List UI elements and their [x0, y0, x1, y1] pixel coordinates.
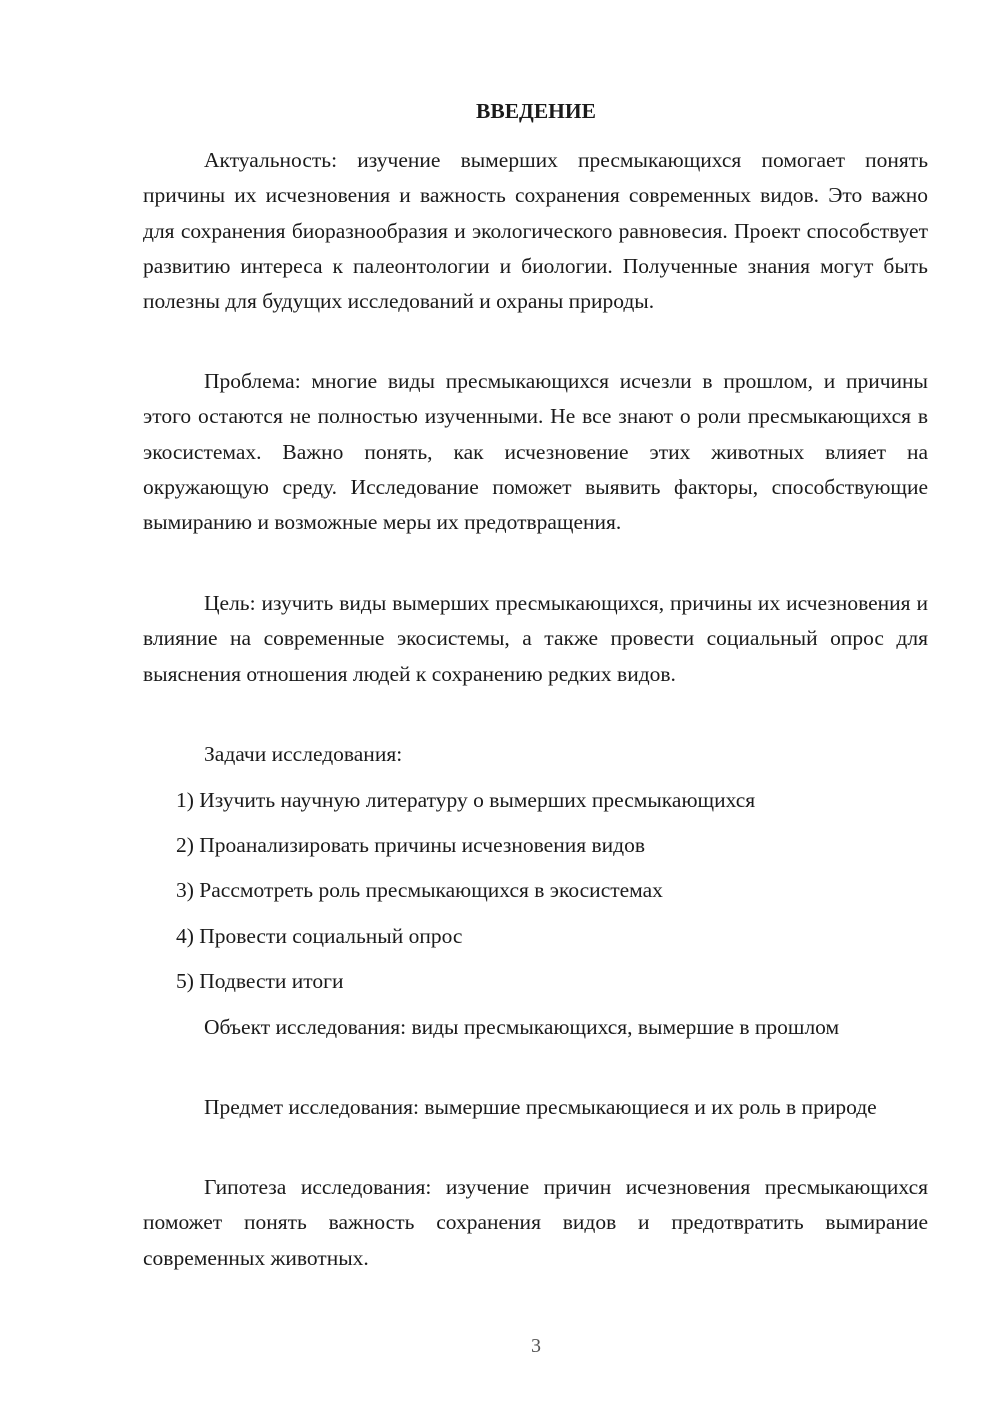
hypothesis-paragraph: Гипотеза исследования: изучение причин исчезновения пресмыкающихся поможет понять важность сохранения видов и предотвратить вымирание современных животных.	[143, 1175, 928, 1270]
subject-paragraph: Предмет исследования: вымершие пресмыкающиеся и их роль в природе	[204, 1095, 877, 1119]
object-paragraph: Объект исследования: виды пресмыкающихся, вымершие в прошлом	[204, 1015, 840, 1039]
relevance-paragraph: Актуальность: изучение вымерших пресмыкающихся помогает понять причины их исчезновения и важность сохранения современных видов. Это важно для сохранения биоразнообразия и экологического равновесия. Проект способствует развитию интереса к палеонтологии и биологии. Полученные знания могут быть полезны для будущих исследований и охраны природы.	[143, 148, 928, 314]
task-item-1: 1) Изучить научную литературу о вымерших пресмыкающихся	[176, 788, 756, 812]
problem-paragraph: Проблема: многие виды пресмыкающихся исчезли в прошлом, и причины этого остаются не полностью изученными. Не все знают о роли пресмыкающихся в экосистемах. Важно понять, как исчезновение этих животных влияет на окружающую среду. Исследование поможет выявить факторы, способствующие вымиранию и возможные меры их предотвращения.	[143, 369, 928, 535]
task-item-4: 4) Провести социальный опрос	[176, 924, 463, 948]
page-title: ВВЕДЕНИЕ	[476, 99, 596, 123]
page-number: 3	[531, 1335, 541, 1357]
task-item-2: 2) Проанализировать причины исчезновения видов	[176, 833, 645, 857]
task-item-5: 5) Подвести итоги	[176, 969, 344, 993]
tasks-title: Задачи исследования:	[204, 742, 403, 766]
task-item-3: 3) Рассмотреть роль пресмыкающихся в экосистемах	[176, 878, 663, 902]
goal-paragraph: Цель: изучить виды вымерших пресмыкающихся, причины их исчезновения и влияние на современные экосистемы, а также провести социальный опрос для выяснения отношения людей к сохранению редких видов.	[143, 591, 928, 686]
